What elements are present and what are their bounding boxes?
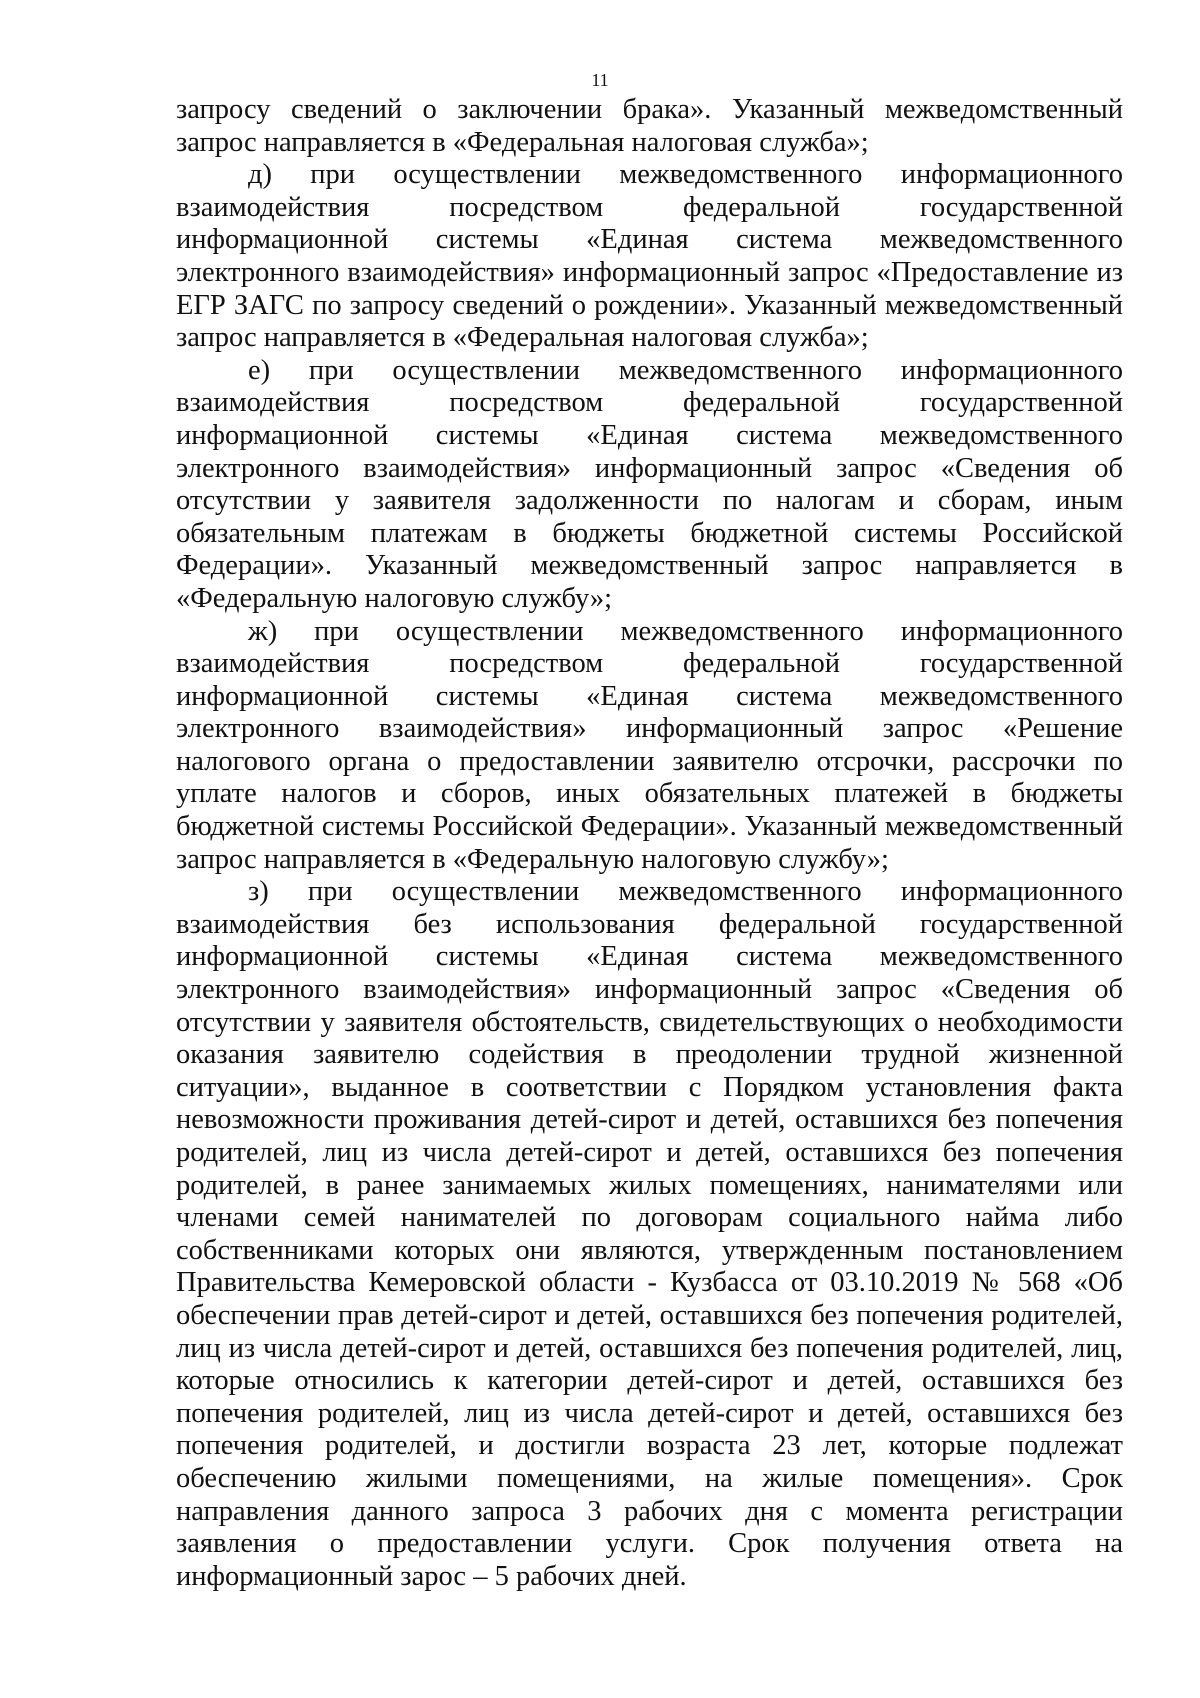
paragraph-item-e: е) при осуществлении межведомственного информационного взаимодействия посредством федеральной государственной информационной системы «Единая система межведомственного электронного взаимодействия» информационный запрос «Сведения об отсутствии у заявителя задолженности по налогам и сборам, иным обязательным платежам в бюджеты бюджетной системы Российской Федерации». Указанный межведомственный запрос направляется в «Федеральную налоговую службу»; xyxy=(176,354,1123,614)
paragraph-continuation: запросу сведений о заключении брака». Указанный межведомственный запрос направляется в «Федеральная налоговая служба»; xyxy=(176,94,1123,158)
paragraph-item-zh: ж) при осуществлении межведомственного информационного взаимодействия посредством федеральной государственной информационной системы «Единая система межведомственного электронного взаимодействия» информационный запрос «Решение налогового органа о предоставлении заявителю отсрочки, рассрочки по уплате налогов и сборов, иных обязательных платежей в бюджеты бюджетной системы Российской Федерации». Указанный межведомственный запрос направляется в «Федеральную налоговую службу»; xyxy=(176,615,1123,875)
paragraph-item-z: з) при осуществлении межведомственного информационного взаимодействия без использования федеральной государственной информационной системы «Единая система межведомственного электронного взаимодействия» информационный запрос «Сведения об отсутствии у заявителя обстоятельств, свидетельствующих о необходимости оказания заявителю содействия в преодолении трудной жизненной ситуации», выданное в соответствии с Порядком установления факта невозможности проживания детей-сирот и детей, оставшихся без попечения родителей, лиц из числа детей-сирот и детей, оставшихся без попечения родителей, в ранее занимаемых жилых помещениях, нанимателями или членами семей нанимателей по договорам социального найма либо собственниками которых они являются, утвержденным постановлением Правительства Кемеровской области - Кузбасса от 03.10.2019 № 568 «Об обеспечении прав детей-сирот и детей, оставшихся без попечения родителей, лиц из числа детей-сирот и детей, оставшихся без попечения родителей, лиц, которые относились к категории детей-сирот и детей, оставшихся без попечения родителей, лиц из числа детей-сирот и детей, оставшихся без попечения родителей, и достигли возраста 23 лет, которые подлежат обеспечению жилыми помещениями, на жилые помещения». Срок направления данного запроса 3 рабочих дня с момента регистрации заявления о предоставлении услуги. Срок получения ответа на информационный зарос – 5 рабочих дней. xyxy=(176,876,1123,1592)
paragraph-item-d: д) при осуществлении межведомственного информационного взаимодействия посредством федеральной государственной информационной системы «Единая система межведомственного электронного взаимодействия» информационный запрос «Предоставление из ЕГР ЗАГС по запросу сведений о рождении». Указанный межведомственный запрос направляется в «Федеральная налоговая служба»; xyxy=(176,159,1123,354)
document-body xyxy=(176,94,1123,1593)
page-number: 11 xyxy=(591,70,609,90)
